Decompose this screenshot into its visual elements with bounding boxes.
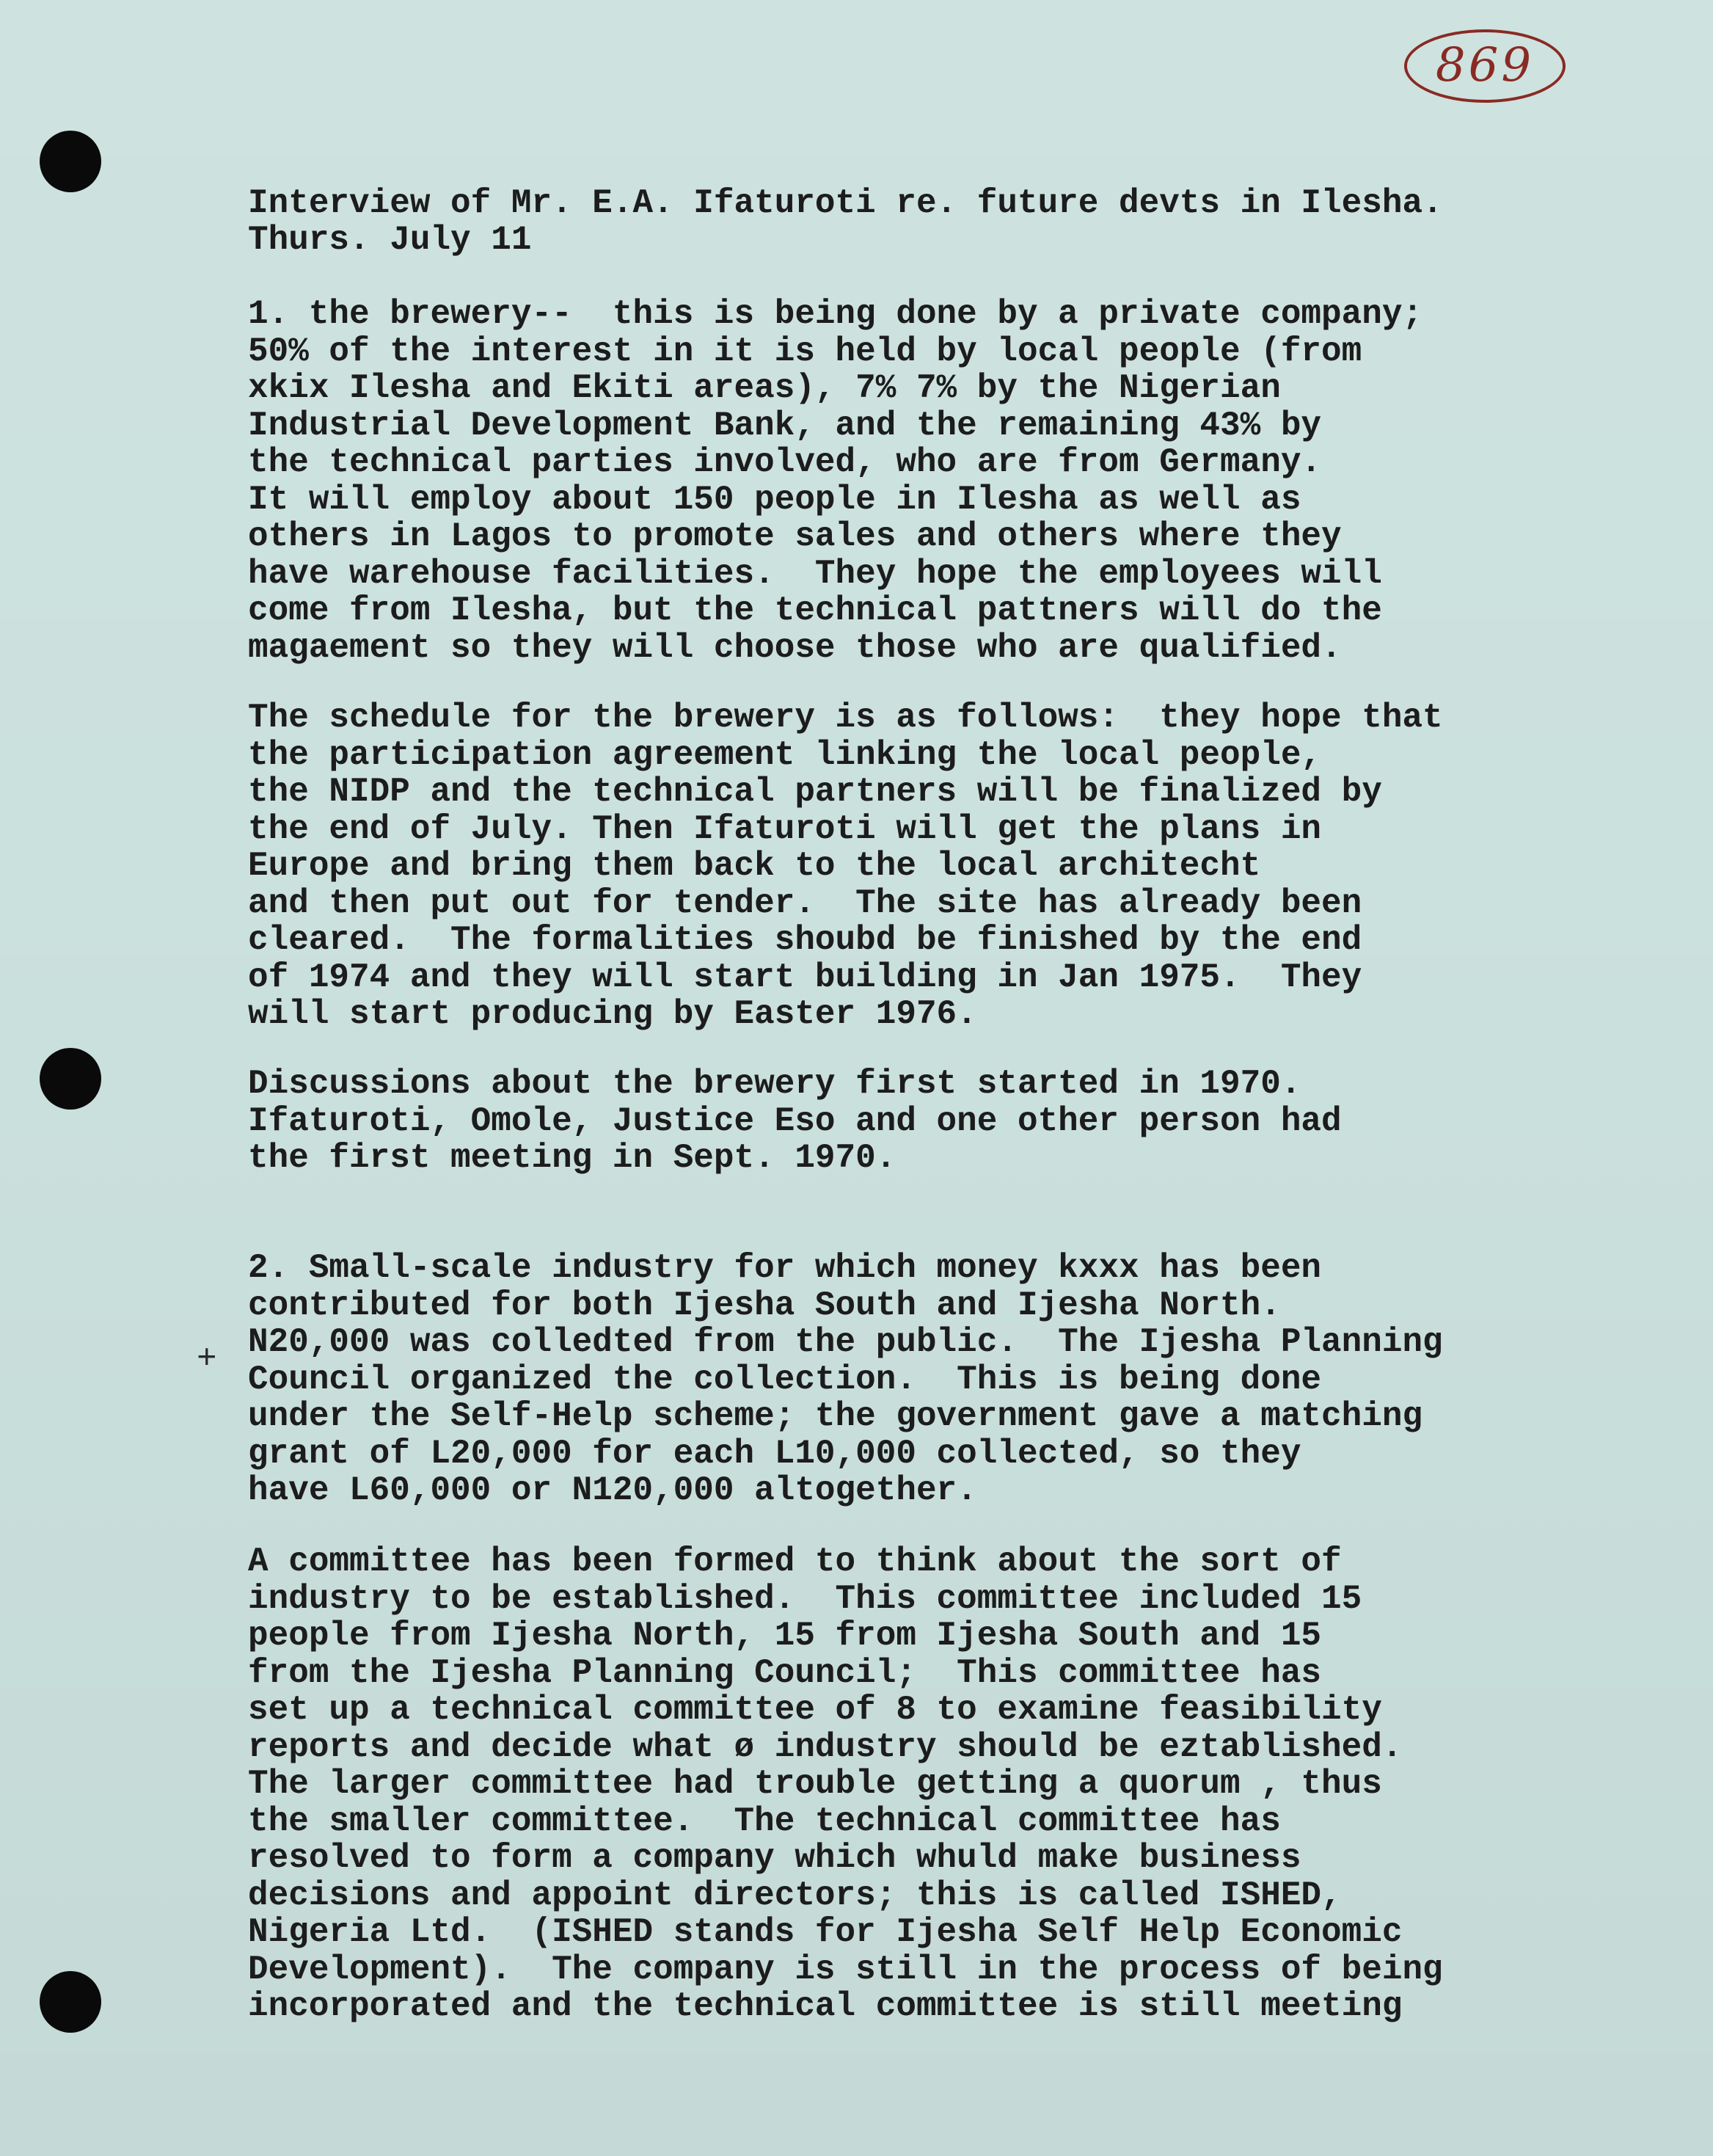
punch-hole-bottom — [40, 1971, 101, 2033]
punch-hole-top — [40, 131, 101, 192]
page-number-stamp: 869 — [1404, 29, 1566, 103]
paragraph-small-scale-industry: 2. Small-scale industry for which money kxxx has been contributed for both Ijesha South and Ijesha North. N20,000 was colledted from the public. The Ijesha Planning Council organized the collection. This is being done under the Self-Help scheme; the government gave a matching grant of L20,000 for each L10,000 collected, so they have L60,000 or N120,000 altogether. — [248, 1249, 1443, 1509]
paragraph-brewery-schedule: The schedule for the brewery is as follows: they hope that the participation agreement linking the local people, the NIDP and the technical partners will be finalized by the end of July. Then Ifaturoti will get the plans in Europe and bring them back to the local architecht and then put out for tender. The site has already been cleared. The formalities shoubd be finished by the end of 1974 and they will start building in Jan 1975. They will start producing by Easter 1976. — [248, 699, 1443, 1033]
margin-mark: + — [197, 1340, 217, 1378]
document-date: Thurs. July 11 — [248, 221, 532, 259]
paragraph-brewery-discussions: Discussions about the brewery first started in 1970. Ifaturoti, Omole, Justice Eso and one other person had the first meeting in Sept. 1970. — [248, 1065, 1342, 1177]
punch-hole-middle — [40, 1048, 101, 1110]
document-title: Interview of Mr. E.A. Ifaturoti re. future devts in Ilesha. — [248, 184, 1443, 222]
paragraph-brewery-overview: 1. the brewery-- this is being done by a private company; 50% of the interest in it is held by local people (from xkix Ilesha and Ekiti areas), 7% 7% by the Nigerian Industrial Development Bank, and the remaining 43% by the technical parties involved, who are from Germany. It will employ about 150 people in Ilesha as well as others in Lagos to promote sales and others where they have warehouse facilities. They hope the employees will come from Ilesha, but the technical pattners will do the magaement so they will choose those who are qualified. — [248, 295, 1423, 667]
paragraph-committee: A committee has been formed to think about the sort of industry to be established. This committee included 15 people from Ijesha North, 15 from Ijesha South and 15 from the Ijesha Planning Council; This committee has set up a technical committee of 8 to examine feasibility reports and decide what ø industry should be eztablished. The larger committee had trouble getting a quorum , thus the smaller committee. The technical committee has resolved to form a company which whuld make business decisions and appoint directors; this is called ISHED, Nigeria Ltd. (ISHED stands for Ijesha Self Help Economic Development). The company is still in the process of being incorporated and the technical committee is still meeting — [248, 1543, 1443, 2025]
